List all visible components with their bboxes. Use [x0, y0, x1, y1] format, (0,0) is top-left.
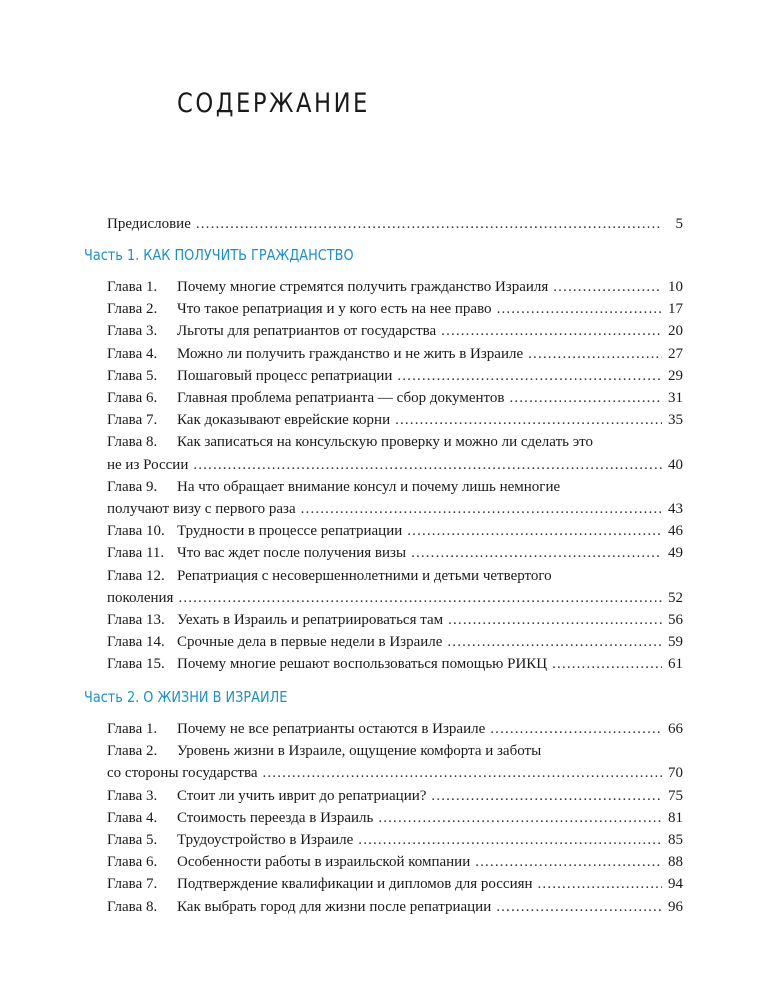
- toc-entry-title: Уехать в Израиль и репатриироваться там: [177, 612, 444, 628]
- toc-entry-page: 56: [668, 612, 683, 628]
- toc-entry-chapter: Глава 14.: [107, 634, 165, 651]
- toc-entry-chapter: Глава 2.: [107, 301, 158, 318]
- toc-entry: [107, 896, 683, 918]
- toc-entry-title: Стоимость переезда в Израиль: [177, 809, 374, 826]
- toc-entry-page: 43: [668, 501, 683, 517]
- toc-entry-page: 61: [668, 656, 683, 673]
- toc-entry-title: Что такое репатриация и у кого есть на нее право: [177, 301, 492, 318]
- toc-entry: [107, 718, 683, 740]
- leader-dots: [263, 762, 663, 784]
- leader-dots: [397, 365, 662, 387]
- leader-dots: [193, 454, 662, 476]
- toc-entry-title: Почему многие стремятся получить гражданство Израиля: [177, 279, 549, 295]
- toc-entry: [107, 829, 683, 851]
- toc-entry-chapter: Глава 13.: [107, 612, 165, 628]
- toc-entry: [107, 365, 683, 387]
- leader-dots: [358, 829, 662, 851]
- toc-entry-title: Как записаться на консульскую проверку и можно ли сделать это: [177, 434, 594, 451]
- toc-entry-chapter: Глава 4.: [107, 809, 158, 826]
- toc-entry-title: Трудоустройство в Израиле: [177, 832, 354, 848]
- leader-dots: [411, 542, 662, 564]
- toc-entry-chapter: Глава 6.: [107, 854, 158, 871]
- toc-entry: [107, 542, 683, 564]
- leader-dots: [447, 631, 662, 653]
- toc-entry-title: Репатриация с несовершеннолетними и детьми четвертого: [177, 567, 552, 584]
- toc-entry-page: 81: [668, 809, 683, 826]
- toc-entry: [107, 409, 683, 431]
- toc-entry-chapter: Глава 7.: [107, 876, 158, 893]
- toc-entry-page: 94: [668, 876, 683, 893]
- toc-entry-continuation: [107, 454, 683, 476]
- leader-dots: [490, 718, 662, 740]
- toc-entry-continuation: [107, 762, 683, 784]
- toc-entry-title: Что вас ждет после получения визы: [177, 545, 407, 562]
- page-title: СОДЕРЖАНИЕ: [177, 88, 370, 119]
- toc-entry-chapter: Глава 6.: [107, 390, 158, 406]
- toc-entry-title: Почему многие решают воспользоваться помощью РИКЦ: [177, 656, 548, 673]
- toc-entry: [107, 431, 683, 453]
- toc-entry-title-continued: получают визу с первого раза: [107, 501, 296, 517]
- toc-entry-page: 17: [668, 301, 683, 318]
- toc-entry: [107, 276, 683, 298]
- toc-entry-page: 10: [668, 279, 683, 295]
- part-heading: Часть 2. О ЖИЗНИ В ИЗРАИЛЕ: [84, 688, 288, 706]
- leader-dots: [552, 653, 662, 675]
- toc-entry-title: Стоит ли учить иврит до репатриации?: [177, 787, 427, 804]
- toc-entry-page: 70: [668, 765, 683, 782]
- toc-entry-page: 5: [675, 216, 683, 232]
- toc-entry-title: Можно ли получить гражданство и не жить в Израиле: [177, 345, 524, 362]
- leader-dots: [553, 276, 662, 298]
- toc-entry: [107, 653, 683, 675]
- toc-entry-page: 59: [668, 634, 683, 651]
- toc-entry-chapter: Глава 1.: [107, 279, 158, 295]
- leader-dots: [431, 785, 662, 807]
- toc-entry-continuation: [107, 498, 683, 520]
- toc-entry-chapter: Глава 8.: [107, 898, 158, 915]
- toc-entry-page: 35: [668, 412, 683, 429]
- toc-entry-chapter: Глава 8.: [107, 434, 158, 451]
- toc-entry-title: Почему не все репатрианты остаются в Израиле: [177, 721, 486, 737]
- toc-entry: [107, 298, 683, 320]
- toc-entry-title: Как доказывают еврейские корни: [177, 412, 391, 429]
- leader-dots: [538, 873, 662, 895]
- toc-entry-chapter: Глава 5.: [107, 832, 158, 848]
- toc-entry-title: Как выбрать город для жизни после репатриации: [177, 898, 492, 915]
- toc-entry-title: Подтверждение квалификации и дипломов для россиян: [177, 876, 533, 893]
- toc-entry-title: Льготы для репатриантов от государства: [177, 323, 437, 340]
- toc-entry: [107, 343, 683, 365]
- toc-entry-page: 66: [668, 721, 683, 737]
- toc-entry: [107, 520, 683, 542]
- toc-entry: [107, 565, 683, 587]
- toc-entry-chapter: Глава 3.: [107, 787, 158, 804]
- toc-entry-page: 40: [668, 456, 683, 473]
- toc-entry-chapter: Глава 4.: [107, 345, 158, 362]
- leader-dots: [378, 807, 662, 829]
- toc-entry-continuation: [107, 587, 683, 609]
- toc-entry-page: 31: [668, 390, 683, 406]
- toc-entry-page: 27: [668, 345, 683, 362]
- toc-entry-chapter: Глава 2.: [107, 743, 158, 760]
- toc-entry: [107, 631, 683, 653]
- leader-dots: [509, 387, 662, 409]
- toc-entry-title: Уровень жизни в Израиле, ощущение комфорта и заботы: [177, 743, 542, 760]
- toc-entry: [107, 785, 683, 807]
- toc-entry-title-continued: не из России: [107, 456, 189, 473]
- toc-entry: [107, 873, 683, 895]
- toc-entry-chapter: Глава 12.: [107, 567, 165, 584]
- toc-entry-page: 96: [668, 898, 683, 915]
- toc-entry-chapter: Глава 11.: [107, 545, 165, 562]
- leader-dots: [441, 320, 662, 342]
- toc-entry-title: Главная проблема репатрианта — сбор документов: [177, 390, 505, 406]
- toc-entry-chapter: Глава 3.: [107, 323, 158, 340]
- leader-dots: [178, 587, 662, 609]
- leader-dots: [196, 213, 662, 235]
- toc-entry: [107, 851, 683, 873]
- toc-entry-chapter: Глава 9.: [107, 478, 158, 495]
- toc-entry-preface: [107, 213, 683, 235]
- toc-entry-title: Пошаговый процесс репатриации: [177, 367, 393, 384]
- leader-dots: [395, 409, 662, 431]
- toc-entry-chapter: Глава 5.: [107, 367, 158, 384]
- leader-dots: [301, 498, 662, 520]
- toc-entry-page: 52: [668, 589, 683, 606]
- toc-entry-title: На что обращает внимание консул и почему лишь немногие: [177, 478, 561, 495]
- leader-dots: [448, 609, 662, 631]
- toc-entry-chapter: Глава 1.: [107, 721, 158, 737]
- toc-entry: [107, 609, 683, 631]
- toc-entry: [107, 476, 683, 498]
- toc-entry: [107, 740, 683, 762]
- toc-entry-page: 29: [668, 367, 683, 384]
- toc-entry-page: 75: [668, 787, 683, 804]
- toc-entry-chapter: Глава 7.: [107, 412, 158, 429]
- leader-dots: [528, 343, 662, 365]
- toc-entry-chapter: Глава 10.: [107, 523, 165, 540]
- toc-entry-page: 88: [668, 854, 683, 871]
- leader-dots: [496, 896, 662, 918]
- toc-entry: [107, 387, 683, 409]
- leader-dots: [475, 851, 662, 873]
- toc-entry-title: Предисловие: [107, 216, 191, 232]
- toc-entry-title-continued: поколения: [107, 589, 174, 606]
- toc-entry-chapter: Глава 15.: [107, 656, 165, 673]
- toc-entry-title: Трудности в процессе репатриации: [177, 523, 403, 540]
- toc-entry-title-continued: со стороны государства: [107, 765, 258, 782]
- toc-entry-page: 46: [668, 523, 683, 540]
- toc-entry-page: 20: [668, 323, 683, 340]
- toc-entry: [107, 320, 683, 342]
- toc-entry-title: Особенности работы в израильской компании: [177, 854, 471, 871]
- toc-entry-title: Срочные дела в первые недели в Израиле: [177, 634, 443, 651]
- part-heading: Часть 1. КАК ПОЛУЧИТЬ ГРАЖДАНСТВО: [84, 246, 354, 264]
- leader-dots: [497, 298, 662, 320]
- toc-entry-page: 85: [668, 832, 683, 848]
- leader-dots: [407, 520, 662, 542]
- toc-entry-page: 49: [668, 545, 683, 562]
- toc-entry: [107, 807, 683, 829]
